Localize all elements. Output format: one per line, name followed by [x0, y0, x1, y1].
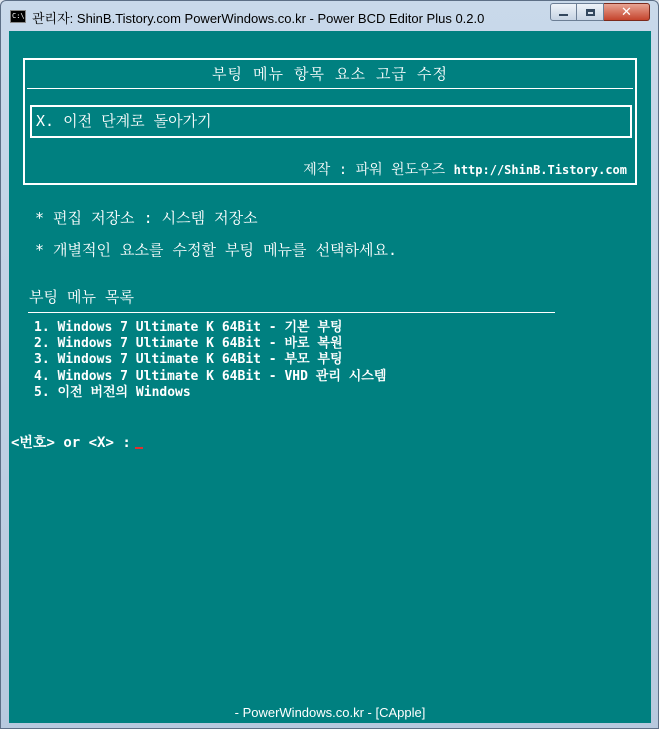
boot-menu-item-label: 4. Windows 7 Ultimate K 64Bit - VHD 관리 시스템 — [34, 368, 387, 384]
maximize-button[interactable] — [577, 3, 604, 21]
section-title: 부팅 메뉴 목록 — [29, 288, 135, 306]
footer-credit: - PowerWindows.co.kr - [CApple] — [234, 705, 426, 720]
close-button[interactable] — [604, 3, 650, 21]
minimize-button[interactable] — [550, 3, 577, 21]
boot-menu-item-label: 5. 이전 버전의 Windows — [34, 384, 191, 400]
console-area[interactable] — [9, 31, 651, 723]
title-bar[interactable] — [1, 1, 658, 31]
boot-menu-item[interactable] — [34, 352, 386, 368]
input-prompt[interactable] — [11, 432, 143, 452]
boot-menu-item-label: 3. Windows 7 Ultimate K 64Bit - 부모 부팅 — [34, 352, 343, 368]
close-icon: ✕ — [621, 4, 632, 20]
minimize-icon — [559, 14, 568, 16]
console-app-icon[interactable]: C:\ — [10, 10, 26, 23]
prompt-label: <번호> or <X> : — [11, 435, 131, 451]
boot-menu-item-label: 2. Windows 7 Ultimate K 64Bit - 바로 복원 — [34, 336, 343, 352]
boot-menu-item-label: 1. Windows 7 Ultimate K 64Bit - 기본 부팅 — [34, 320, 343, 335]
window-title: 관리자: ShinB.Tistory.com PowerWindows.co.kr - Power BCD Editor Plus 0.2.0 — [32, 11, 485, 26]
box-title: 부팅 메뉴 항목 요소 고급 수정 — [211, 65, 449, 83]
section-divider — [28, 312, 555, 313]
boot-menu-item[interactable] — [34, 369, 386, 385]
back-option[interactable]: X. 이전 단계로 돌아가기 — [30, 105, 632, 138]
text-cursor — [135, 447, 143, 449]
credit-url: http://ShinB.Tistory.com — [453, 163, 627, 177]
maximize-icon — [586, 9, 595, 16]
boot-menu-item[interactable] — [34, 385, 386, 401]
note-instruction: * 개별적인 요소를 수정할 부팅 메뉴를 선택하세요. — [35, 241, 398, 259]
boot-menu-item[interactable] — [34, 336, 386, 352]
title-divider — [27, 88, 633, 89]
credit-line — [303, 159, 627, 179]
credit-label: 제작 : 파워 윈도우즈 — [303, 162, 446, 178]
note-storage: * 편집 저장소 : 시스템 저장소 — [35, 209, 258, 227]
boot-menu-list — [34, 320, 386, 401]
boot-menu-item[interactable] — [34, 320, 386, 336]
